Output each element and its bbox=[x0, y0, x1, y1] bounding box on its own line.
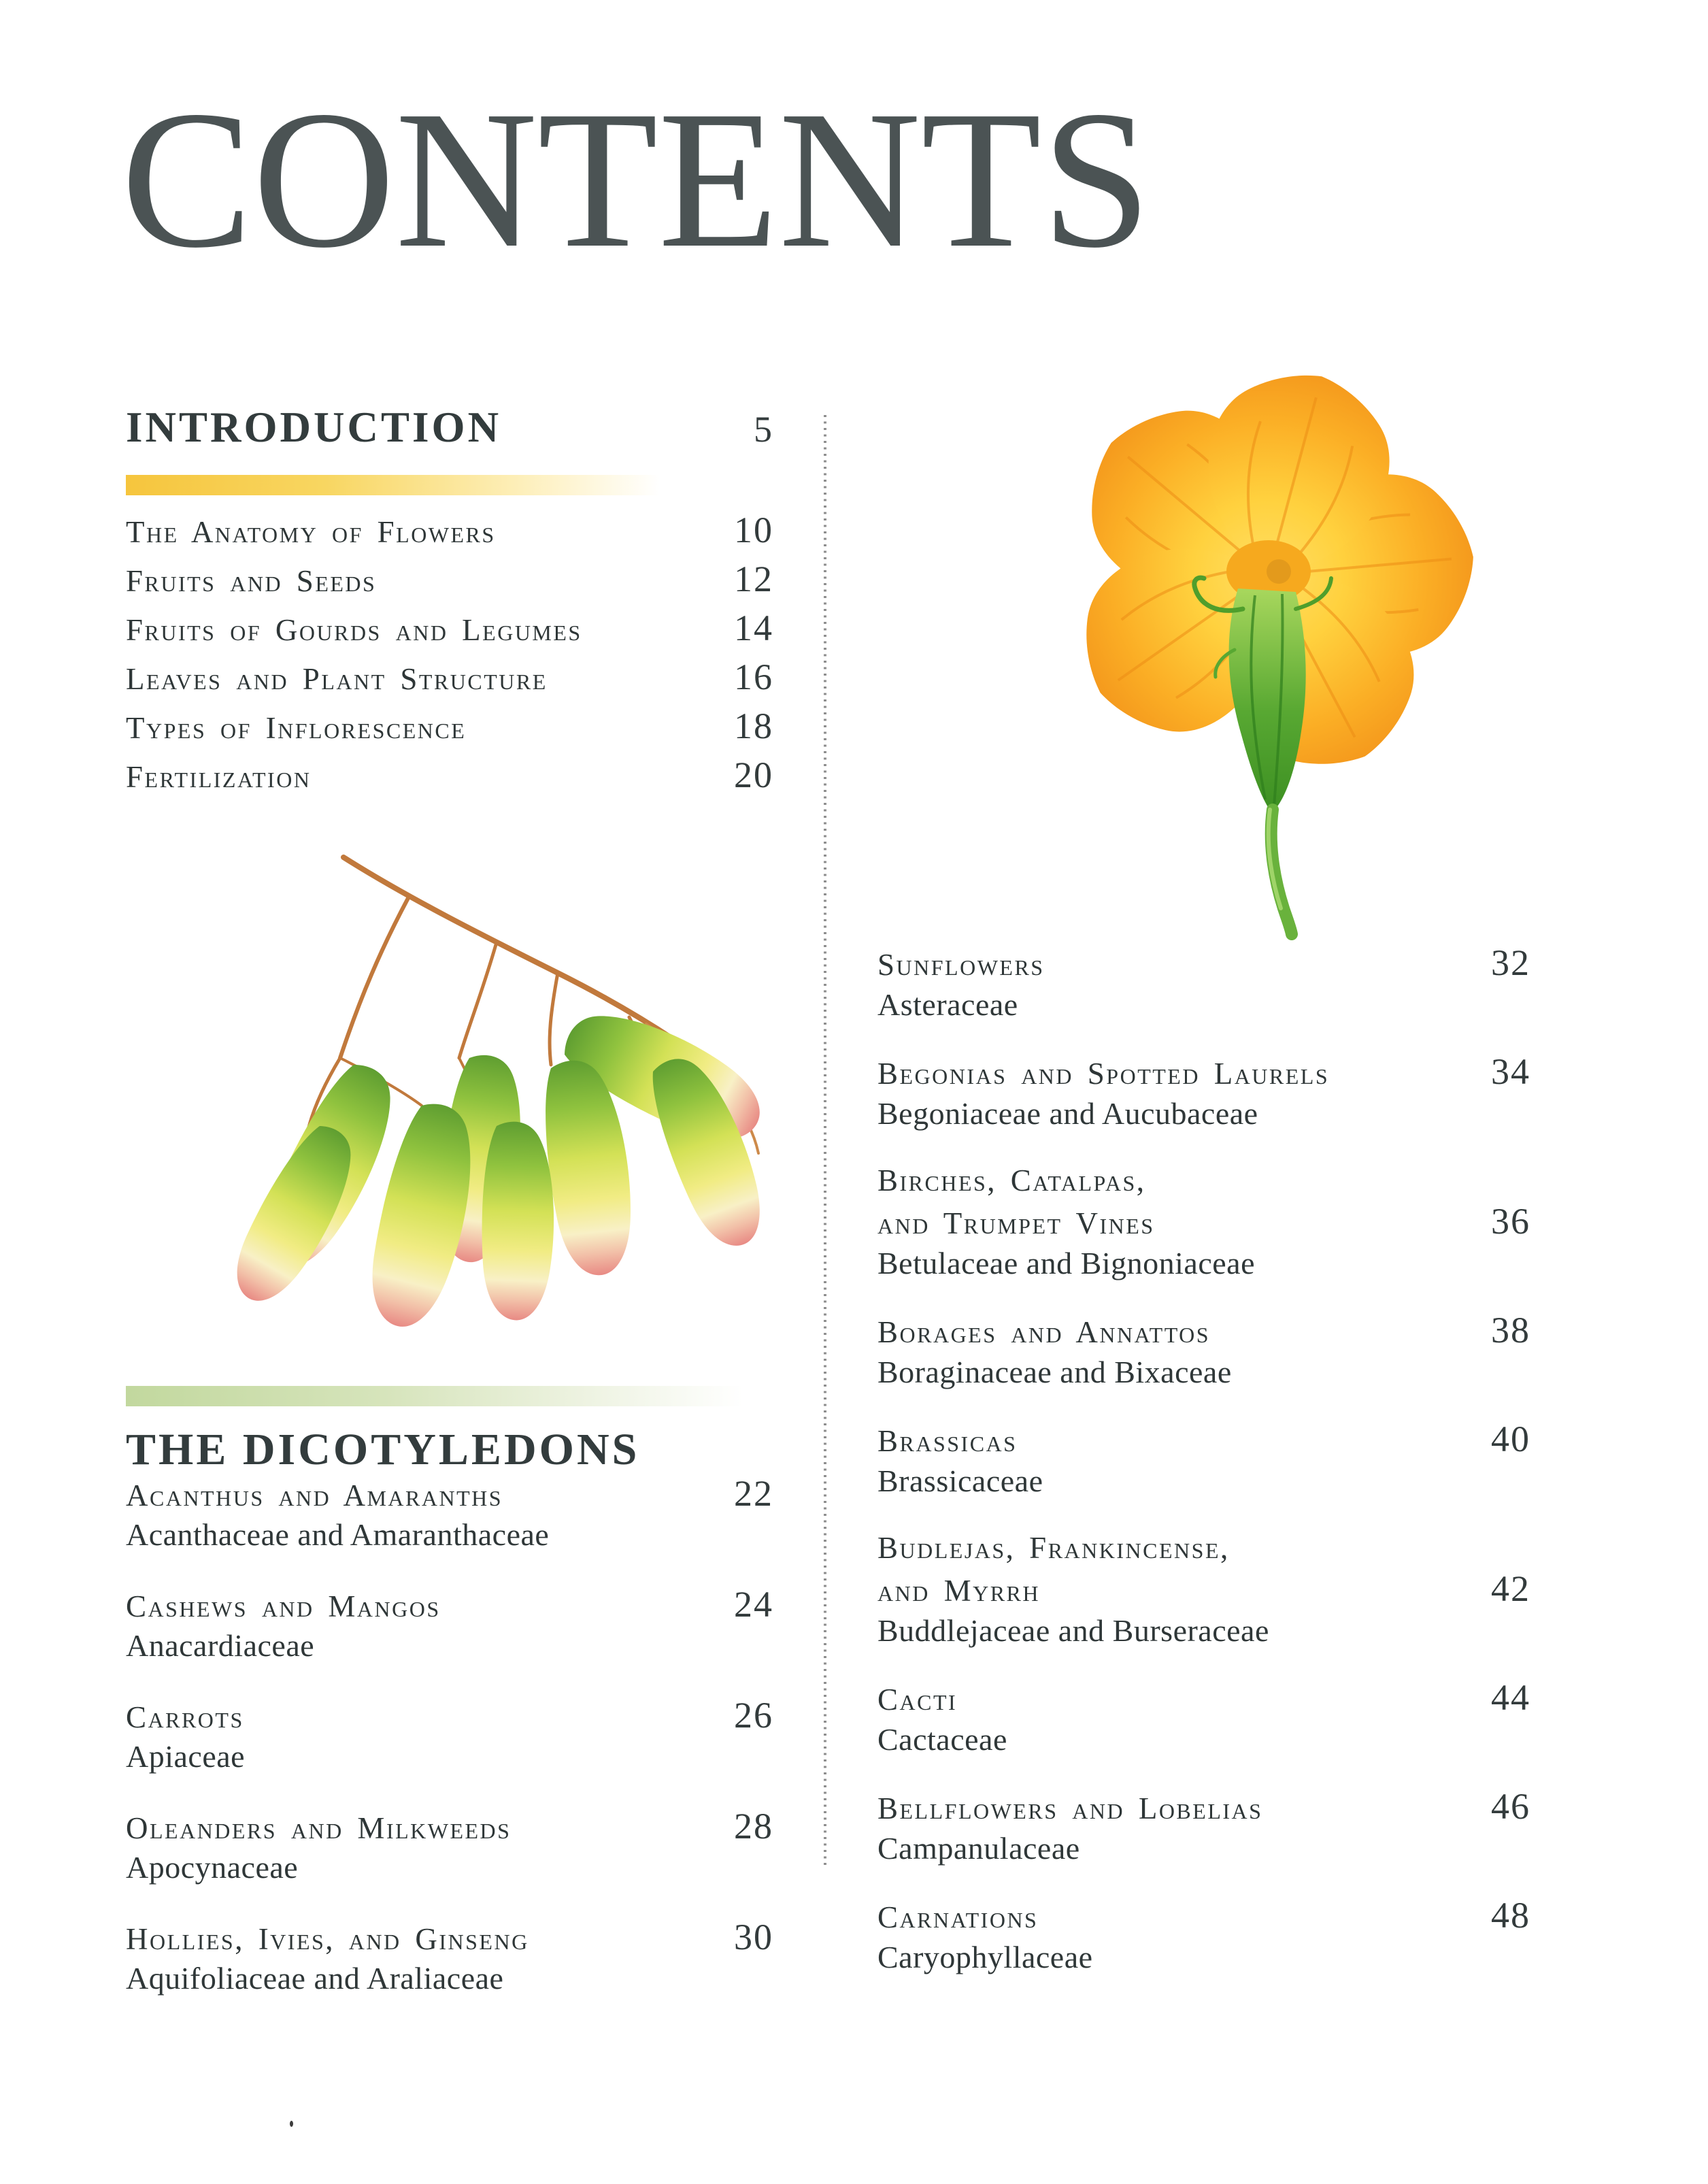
toc-row bbox=[126, 656, 773, 705]
toc-row bbox=[126, 1917, 773, 1959]
toc-page-number: 16 bbox=[734, 657, 773, 697]
toc-label: Carrots bbox=[126, 1700, 244, 1734]
toc-page-number: 38 bbox=[1491, 1310, 1530, 1351]
green-gradient-rule bbox=[126, 1386, 769, 1406]
toc-family-name: Apiaceae bbox=[126, 1739, 246, 1774]
toc-page-number: 28 bbox=[734, 1806, 773, 1847]
toc-label: Sunflowers bbox=[877, 948, 1045, 982]
toc-family-name: Cactaceae bbox=[877, 1722, 1007, 1757]
toc-label: Hollies, Ivies, and Ginseng bbox=[126, 1922, 529, 1956]
toc-family-name: Boraginaceae and Bixaceae bbox=[877, 1355, 1232, 1389]
toc-label: Begonias and Spotted Laurels bbox=[877, 1057, 1330, 1091]
toc-label: Borages and Annattos bbox=[877, 1315, 1211, 1349]
toc-row bbox=[126, 1584, 773, 1627]
toc-label: Types of Inflorescence bbox=[126, 711, 467, 745]
toc-entry bbox=[126, 1695, 773, 1775]
toc-label: Carnations bbox=[877, 1900, 1039, 1934]
toc-page-number: 24 bbox=[734, 1584, 773, 1625]
toc-row bbox=[126, 1695, 773, 1738]
toc-family-name: Campanulaceae bbox=[877, 1831, 1080, 1866]
toc-page-number: 34 bbox=[1491, 1051, 1530, 1092]
toc-entry bbox=[126, 1806, 773, 1886]
toc-entry bbox=[877, 1677, 1530, 1759]
toc-row bbox=[877, 1201, 1530, 1244]
introduction-toc-list bbox=[126, 509, 773, 803]
toc-row bbox=[877, 1051, 1530, 1094]
toc-label: Cashews and Mangos bbox=[126, 1589, 441, 1623]
toc-label-line1: Budlejas, Frankincense, bbox=[877, 1531, 1230, 1565]
toc-row bbox=[877, 1677, 1530, 1720]
toc-label: Acanthus and Amaranths bbox=[126, 1478, 503, 1512]
toc-row bbox=[126, 754, 773, 803]
toc-row bbox=[877, 1895, 1530, 1938]
toc-label: Fruits and Seeds bbox=[126, 564, 377, 598]
toc-page-number: 42 bbox=[1491, 1568, 1530, 1609]
toc-page-number: 22 bbox=[734, 1473, 773, 1514]
page-title: CONTENTS bbox=[121, 70, 1152, 288]
toc-page-number: 48 bbox=[1491, 1895, 1530, 1936]
toc-family-name: Caryophyllaceae bbox=[877, 1940, 1093, 1974]
toc-entry bbox=[126, 1473, 773, 1553]
toc-page-number: 40 bbox=[1491, 1419, 1530, 1459]
dicotyledons-heading: THE DICOTYLEDONS bbox=[126, 1425, 640, 1474]
toc-family-name: Apocynaceae bbox=[126, 1850, 299, 1885]
pendant-flowers-svg bbox=[116, 833, 762, 1371]
toc-page-number: 18 bbox=[734, 706, 773, 746]
toc-family-name: Betulaceae and Bignoniaceae bbox=[877, 1246, 1255, 1280]
toc-label: Oleanders and Milkweeds bbox=[126, 1811, 512, 1845]
toc-label: Brassicas bbox=[877, 1424, 1018, 1458]
toc-label: Fertilization bbox=[126, 760, 312, 794]
toc-page-number: 30 bbox=[734, 1917, 773, 1957]
squash-blossom-svg bbox=[976, 364, 1575, 942]
toc-row bbox=[877, 1568, 1530, 1611]
toc-label: Bellflowers and Lobelias bbox=[877, 1791, 1263, 1825]
toc-entry bbox=[877, 942, 1530, 1024]
introduction-heading-row bbox=[126, 403, 773, 452]
squash-blossom-illustration bbox=[976, 364, 1575, 942]
toc-label-line1: Birches, Catalpas, bbox=[877, 1163, 1146, 1197]
toc-entry bbox=[877, 1160, 1530, 1283]
toc-family-name: Brassicaceae bbox=[877, 1463, 1043, 1498]
toc-page-number: 20 bbox=[734, 755, 773, 795]
toc-row bbox=[126, 1806, 773, 1849]
right-toc-list bbox=[877, 942, 1530, 2004]
toc-row bbox=[877, 1310, 1530, 1353]
toc-row bbox=[126, 509, 773, 558]
toc-entry bbox=[877, 1527, 1530, 1650]
toc-page-number: 44 bbox=[1491, 1677, 1530, 1718]
dotted-column-separator bbox=[824, 415, 826, 1868]
dicotyledons-heading-row bbox=[126, 1424, 773, 1476]
toc-label: Fruits of Gourds and Legumes bbox=[126, 613, 582, 647]
toc-entry bbox=[877, 1419, 1530, 1500]
toc-label: Cacti bbox=[877, 1683, 958, 1717]
introduction-heading: INTRODUCTION bbox=[126, 403, 502, 451]
toc-entry bbox=[126, 1584, 773, 1664]
dicotyledons-toc-list bbox=[126, 1473, 773, 2028]
toc-row bbox=[126, 705, 773, 754]
toc-entry bbox=[877, 1310, 1530, 1391]
toc-page-number: 26 bbox=[734, 1695, 773, 1736]
toc-row bbox=[126, 558, 773, 607]
toc-page-number: 10 bbox=[734, 510, 773, 550]
toc-entry bbox=[877, 1051, 1530, 1133]
toc-label: Leaves and Plant Structure bbox=[126, 662, 548, 696]
toc-entry bbox=[877, 1895, 1530, 1976]
toc-entry bbox=[877, 1786, 1530, 1868]
toc-label: The Anatomy of Flowers bbox=[126, 515, 496, 549]
pendant-flowers-illustration bbox=[116, 833, 762, 1371]
toc-label-line2: and Myrrh bbox=[877, 1574, 1040, 1608]
toc-family-name: Anacardiaceae bbox=[126, 1628, 315, 1663]
toc-row bbox=[877, 942, 1530, 985]
toc-row bbox=[877, 1786, 1530, 1829]
yellow-gradient-rule bbox=[126, 475, 694, 495]
toc-row bbox=[877, 1419, 1530, 1461]
toc-page-number: 36 bbox=[1491, 1201, 1530, 1242]
toc-page-number: 32 bbox=[1491, 942, 1530, 983]
introduction-page-number: 5 bbox=[754, 409, 773, 450]
toc-family-name: Aquifoliaceae and Araliaceae bbox=[126, 1961, 504, 1996]
toc-page-number: 46 bbox=[1491, 1786, 1530, 1827]
stem bbox=[1269, 810, 1292, 934]
toc-family-name: Asteraceae bbox=[877, 987, 1018, 1022]
toc-page-number: 14 bbox=[734, 608, 773, 648]
toc-family-name: Acanthaceae and Amaranthaceae bbox=[126, 1517, 550, 1552]
toc-entry bbox=[126, 1917, 773, 1997]
toc-row bbox=[126, 607, 773, 656]
toc-family-name: Begoniaceae and Aucubaceae bbox=[877, 1096, 1258, 1131]
toc-family-name: Buddlejaceae and Burseraceae bbox=[877, 1613, 1269, 1648]
toc-page-number: 12 bbox=[734, 559, 773, 599]
toc-label-line2: and Trumpet Vines bbox=[877, 1206, 1155, 1240]
pendant-buds bbox=[218, 991, 762, 1336]
toc-row bbox=[126, 1473, 773, 1516]
print-speck bbox=[290, 2121, 293, 2127]
